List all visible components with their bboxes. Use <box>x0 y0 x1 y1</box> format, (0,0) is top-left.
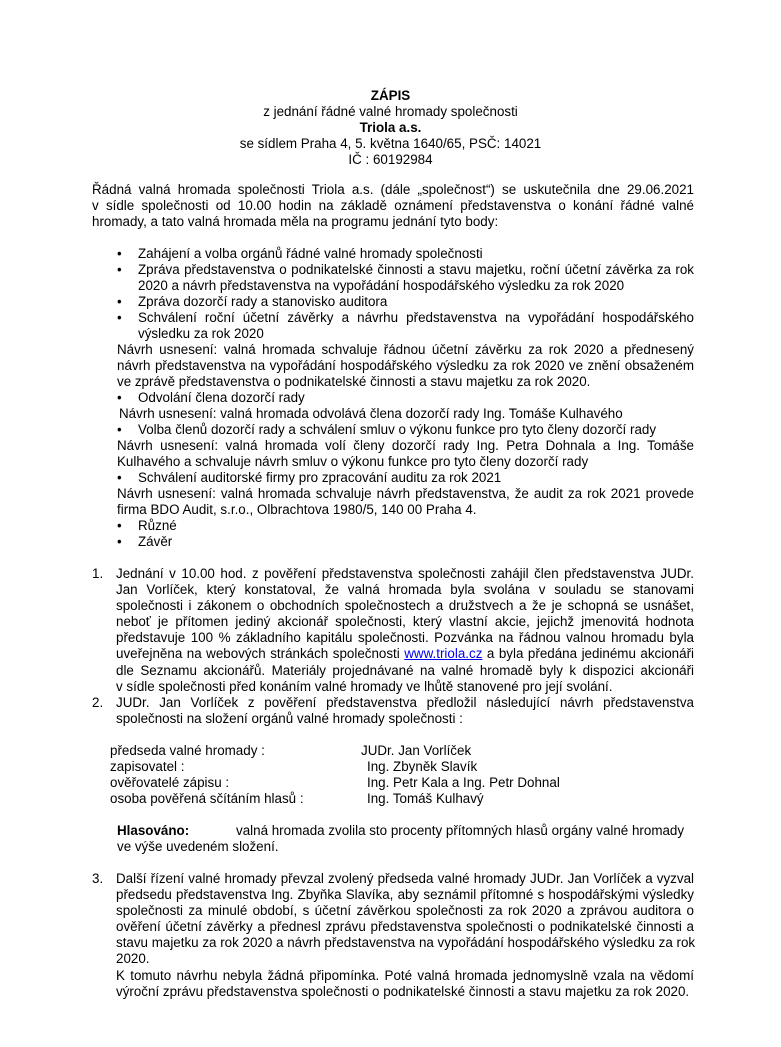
bullet-icon: • <box>117 518 122 533</box>
company-website-link[interactable]: www.triola.cz <box>404 646 483 662</box>
paragraph-line: JUDr. Jan Vorlíček z pověření představenstva předložil následující návrh představenstva <box>116 695 694 710</box>
agenda-item-text: Různé <box>138 518 177 533</box>
bullet-icon: • <box>117 470 122 485</box>
role-label: osoba pověřená sčítáním hlasů : <box>110 791 304 806</box>
vote-result: valná hromada zvolila sto procenty přítomných hlasů orgány valné hromady <box>236 823 685 838</box>
section-2-paragraph <box>116 695 694 727</box>
agenda-item <box>138 534 694 550</box>
document-title: ZÁPIS <box>370 88 411 103</box>
vote-label: Hlasováno: <box>117 823 190 838</box>
agenda-item <box>138 294 694 310</box>
bullet-icon: • <box>117 246 122 261</box>
agenda-item <box>138 422 694 438</box>
document-header <box>0 88 781 168</box>
role-name: Ing. Tomáš Kulhavý <box>367 791 484 806</box>
paragraph-line: stavu majetku za rok 2020 a návrh představenstva na vypořádání hospodářského výsledku za rok <box>116 935 696 951</box>
company-name: Triola a.s. <box>359 120 422 136</box>
agenda-item-text: Zpráva představenstva o podnikatelské činnosti a stavu majetku, roční účetní závěrka za rok <box>138 262 694 277</box>
role-label: předseda valné hromady : <box>110 743 265 758</box>
intro-line: hromady, a tato valná hromada měla na programu jednání tyto body: <box>92 214 499 230</box>
company-ico: IČ : 60192984 <box>348 152 433 168</box>
paragraph-line: v sídle společnosti před konáním valné hromady ve lhůtě stanovené pro její svolání. <box>116 678 613 694</box>
agenda-item <box>138 310 694 342</box>
paragraph-line: Jednání v 10.00 hod. z pověření představenstva společnosti zahájil člen představenstva JUDr. <box>116 566 694 581</box>
agenda-item-text: Volba členů dozorčí rady a schválení smluv o výkonu funkce pro tyto členy dozorčí rady <box>138 422 657 437</box>
bullet-icon: • <box>117 390 122 405</box>
agenda-item-text: Zpráva dozorčí rady a stanovisko auditora <box>138 294 388 309</box>
agenda-item-text: 2020 a návrh představenstva na vypořádání hospodářského výsledku za rok 2020 <box>138 278 625 294</box>
link-line-after: a byla předána jedinému akcionáři <box>482 646 694 662</box>
paragraph-line: ověření účetní závěrky a přednesl zprávu představenstva společnosti o podnikatelské činnosti a <box>116 919 694 935</box>
bullet-icon: • <box>117 262 122 277</box>
agenda-item-text: Zahájení a volba orgánů řádné valné hromady společnosti <box>138 246 483 261</box>
paragraph-line: 2020. <box>116 951 150 967</box>
resolution-line: Kulhavého a schvaluje návrh smluv o výkonu funkce pro tyto členy dozorčí rady <box>117 454 589 470</box>
resolution-line: firma BDO Audit, s.r.o., Olbrachtova 1980/5, 140 00 Praha 4. <box>117 502 477 518</box>
agenda-item <box>138 246 694 262</box>
paragraph-line: společnosti na složení orgánů valné hromady společnosti : <box>116 711 463 727</box>
paragraph-line: K tomuto návrhu nebyla žádná připomínka. Poté valná hromada jednomyslně vzala na vědomí <box>116 967 694 983</box>
role-label: ověřovatelé zápisu : <box>110 775 230 790</box>
role-name: JUDr. Jan Vorlíček <box>361 743 472 758</box>
resolution-proposal <box>117 486 694 518</box>
document-subtitle: z jednání řádné valné hromady společnosti <box>263 104 518 120</box>
paragraph-line: Další řízení valné hromady převzal zvolený předseda valné hromady JUDr. Jan Vorlíček a vyzval <box>116 871 694 886</box>
intro-line: Řádná valná hromada společnosti Triola a.s. (dále „společnost“) se uskutečnila dne 29.06.2021 <box>92 182 694 197</box>
agenda-item <box>138 470 694 486</box>
agenda-item-text: Schválení auditorské firmy pro zpracování auditu za rok 2021 <box>138 470 502 485</box>
paragraph-line: dle Seznamu akcionářů. Materiály projednávané na valné hromadě byly k dispozici akcionáři <box>116 662 694 678</box>
paragraph-line <box>116 646 694 662</box>
agenda-item-text: výsledku za rok 2020 <box>138 326 264 342</box>
resolution-line: Návrh usnesení: valná hromada schvaluje návrh představenstva, že audit za rok 2021 provede <box>117 486 694 501</box>
company-address: se sídlem Praha 4, 5. května 1640/65, PSČ: 14021 <box>239 136 542 152</box>
bullet-icon: • <box>117 534 122 549</box>
resolution-line: návrh představenstva na vypořádání hospodářského výsledku za rok 2020 ve znění obsaženém <box>117 358 694 374</box>
section-1-paragraph <box>116 566 694 695</box>
agenda-item-text: Závěr <box>138 534 173 549</box>
role-name: Ing. Zbyněk Slavík <box>367 759 478 774</box>
paragraph-line: společnosti za minulé období, s účetní závěrkou společnosti za rok 2020 a zprávou auditora o <box>116 903 694 919</box>
paragraph-line: výroční zprávu představenstva společnosti o podnikatelské činnosti a stavu majetku za rok 2020. <box>116 983 690 999</box>
section-number: 2. <box>92 695 104 710</box>
agenda-item-text: Schválení roční účetní závěrky a návrhu představenstva na vypořádání hospodářského <box>138 310 694 325</box>
resolution-line: Návrh usnesení: valná hromada schvaluje řádnou účetní závěrku za rok 2020 a přednesený <box>117 342 694 357</box>
resolution-proposal <box>117 438 694 470</box>
role-name: Ing. Petr Kala a Ing. Petr Dohnal <box>367 775 560 790</box>
section-number: 3. <box>92 871 104 886</box>
role-label: zapisovatel : <box>110 759 185 774</box>
intro-line: v sídle společnosti od 10.00 hodin na základě oznámení představenstva o konání řádné valné <box>92 198 694 214</box>
paragraph-line: Jan Vorlíček, který konstatoval, že valná hromada byla svolána v souladu se stanovami <box>116 582 694 598</box>
paragraph-line: předsedu představenstva Ing. Zbyňka Slavíka, aby seznámil přítomné s hospodářskými výsledky <box>116 887 694 903</box>
paragraph-line: společnosti i zákonem o obchodních společnostech a družstvech a že je schopná se usnášet, <box>116 598 694 614</box>
link-line-before: uveřejněna na webových stránkách společnosti <box>116 646 405 662</box>
vote-result: ve výše uvedeném složení. <box>117 839 279 854</box>
bullet-icon: • <box>117 422 122 437</box>
agenda-item-text: Odvolání člena dozorčí rady <box>138 390 305 405</box>
resolution-proposal: Návrh usnesení: valná hromada odvolává člena dozorčí rady Ing. Tomáše Kulhavého <box>119 406 623 421</box>
resolution-line: ve zprávě představenstva o podnikatelské činnosti a stavu majetku za rok 2020. <box>117 374 591 390</box>
paragraph-line: neboť je přítomen jediný akcionář společnosti, který vlastní akcie, jejichž jmenovitá hodnota <box>116 614 694 630</box>
resolution-line: Návrh usnesení: valná hromada volí členy dozorčí rady Ing. Petra Dohnala a Ing. Tomáše <box>117 438 694 453</box>
bullet-icon: • <box>117 310 122 325</box>
agenda-item <box>138 390 694 406</box>
agenda-item <box>138 518 694 534</box>
paragraph-line: představuje 100 % základního kapitálu společnosti. Pozvánka na řádnou valnou hromadu byla <box>116 630 694 646</box>
resolution-proposal <box>117 342 694 390</box>
bullet-icon: • <box>117 294 122 309</box>
section-number: 1. <box>92 566 104 581</box>
intro-paragraph <box>92 182 694 230</box>
agenda-item <box>138 262 694 294</box>
section-3-paragraph <box>116 871 694 1000</box>
